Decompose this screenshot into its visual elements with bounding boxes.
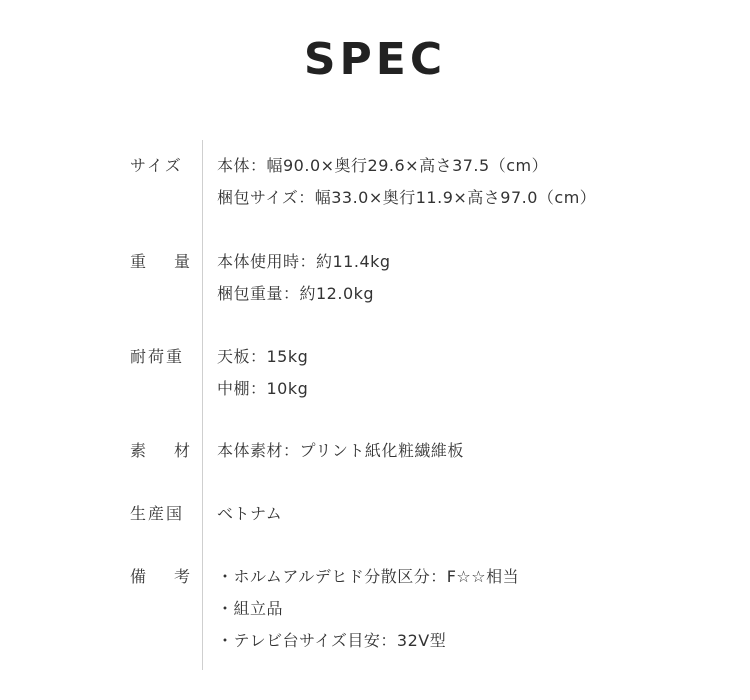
spec-value: ベトナム xyxy=(217,504,283,523)
spec-label-char: 考 xyxy=(173,567,190,586)
spec-value: 本体使用時：約11.4kg xyxy=(217,252,391,271)
spec-value: ・組立品 xyxy=(217,599,284,618)
spec-value: 中棚：10kg xyxy=(217,379,309,398)
spec-value: 本体：幅90.0×奥行29.6×高さ37.5（cm） xyxy=(217,156,549,175)
page-title: SPEC xyxy=(303,34,447,85)
spec-values-load-capacity xyxy=(217,341,308,405)
spec-value: ・テレビ台サイズ目安：32V型 xyxy=(217,631,447,650)
spec-values-notes xyxy=(217,561,519,657)
spec-label-load-capacity: 耐荷重 xyxy=(130,347,185,366)
spec-label-char: 重 xyxy=(130,252,147,271)
spec-label-material xyxy=(130,435,190,467)
spec-values-size xyxy=(217,150,596,214)
spec-value: 梱包サイズ：幅33.0×奥行11.9×高さ97.0（cm） xyxy=(217,188,597,207)
spec-label-char: 材 xyxy=(173,441,190,460)
spec-label-char: 素 xyxy=(130,441,147,460)
spec-label-char: 備 xyxy=(130,567,147,586)
spec-label-char: 量 xyxy=(173,252,190,271)
spec-label-size: サイズ xyxy=(130,156,183,175)
spec-values-country xyxy=(217,498,282,530)
spec-value: ・ホルムアルデヒド分散区分：F☆☆相当 xyxy=(217,567,520,586)
spec-values-material xyxy=(217,435,464,467)
spec-label-notes xyxy=(130,561,190,593)
spec-value: 梱包重量：約12.0kg xyxy=(217,284,375,303)
spec-label-country: 生産国 xyxy=(130,504,185,523)
spec-values-weight xyxy=(217,246,391,310)
spec-value: 本体素材：プリント紙化粧繊維板 xyxy=(217,441,464,460)
spec-label-weight xyxy=(130,246,190,278)
vertical-divider xyxy=(202,140,203,670)
spec-value: 天板：15kg xyxy=(217,347,309,366)
